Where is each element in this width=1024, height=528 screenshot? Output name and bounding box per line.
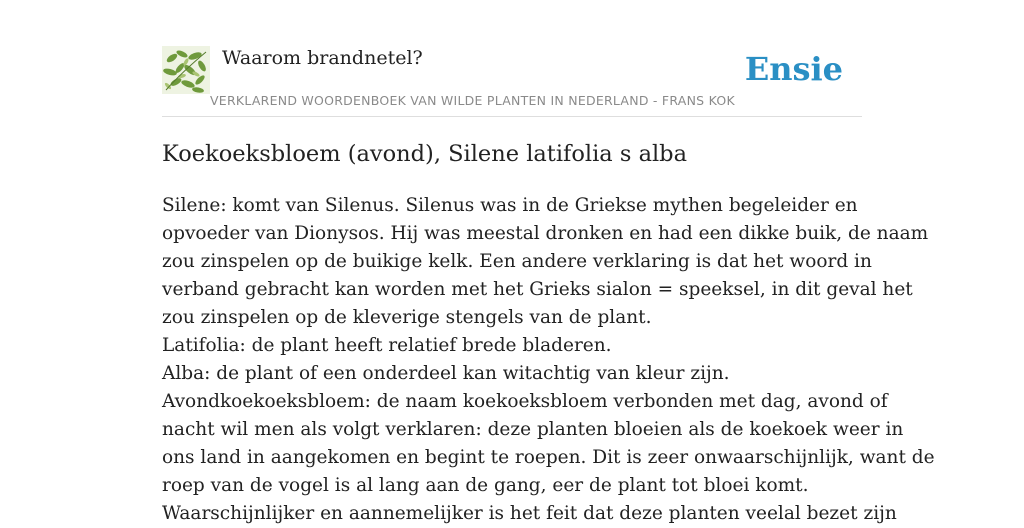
collection-header — [162, 44, 862, 117]
ensie-logo[interactable]: Ensie — [744, 50, 843, 88]
entry-line: opvoeder van Dionysos. Hij was meestal dronken en had een dikke buik, de naam — [162, 223, 929, 244]
leaf-plant-icon — [162, 46, 210, 94]
entry-line: Avondkoekoeksbloem: de naam koekoeksbloem verbonden met dag, avond of — [162, 391, 888, 412]
entry-line: zou zinspelen op de buikige kelk. Een andere verklaring is dat het woord in — [162, 251, 872, 272]
entry-line: Alba: de plant of een onderdeel kan witachtig van kleur zijn. — [162, 363, 730, 384]
entry-line: roep van de vogel is al lang aan de gang, eer de plant tot bloei komt. — [162, 475, 809, 496]
collection-title[interactable]: Waarom brandnetel? — [222, 47, 423, 69]
entry-title: Koekoeksbloem (avond), Silene latifolia s alba — [162, 141, 688, 167]
collection-avatar[interactable] — [162, 46, 210, 94]
entry-line: ons land in aangekomen en begint te roepen. Dit is zeer onwaarschijnlijk, want de — [162, 447, 935, 468]
entry-line: Waarschijnlijker en aannemelijker is het feit dat deze planten veelal bezet zijn — [162, 503, 897, 524]
entry-line: nacht wil men als volgt verklaren: deze planten bloeien als de koekoek weer in — [162, 419, 904, 440]
entry-line: verband gebracht kan worden met het Grieks sialon = speeksel, in dit geval het — [162, 279, 913, 300]
entry-line: Silene: komt van Silenus. Silenus was in de Griekse mythen begeleider en — [162, 195, 858, 216]
entry-body — [162, 192, 935, 528]
entry-line: Latifolia: de plant heeft relatief brede bladeren. — [162, 335, 612, 356]
entry-line: zou zinspelen op de kleverige stengels van de plant. — [162, 307, 652, 328]
collection-subtitle[interactable]: VERKLAREND WOORDENBOEK VAN WILDE PLANTEN IN NEDERLAND - FRANS KOK — [210, 93, 735, 108]
